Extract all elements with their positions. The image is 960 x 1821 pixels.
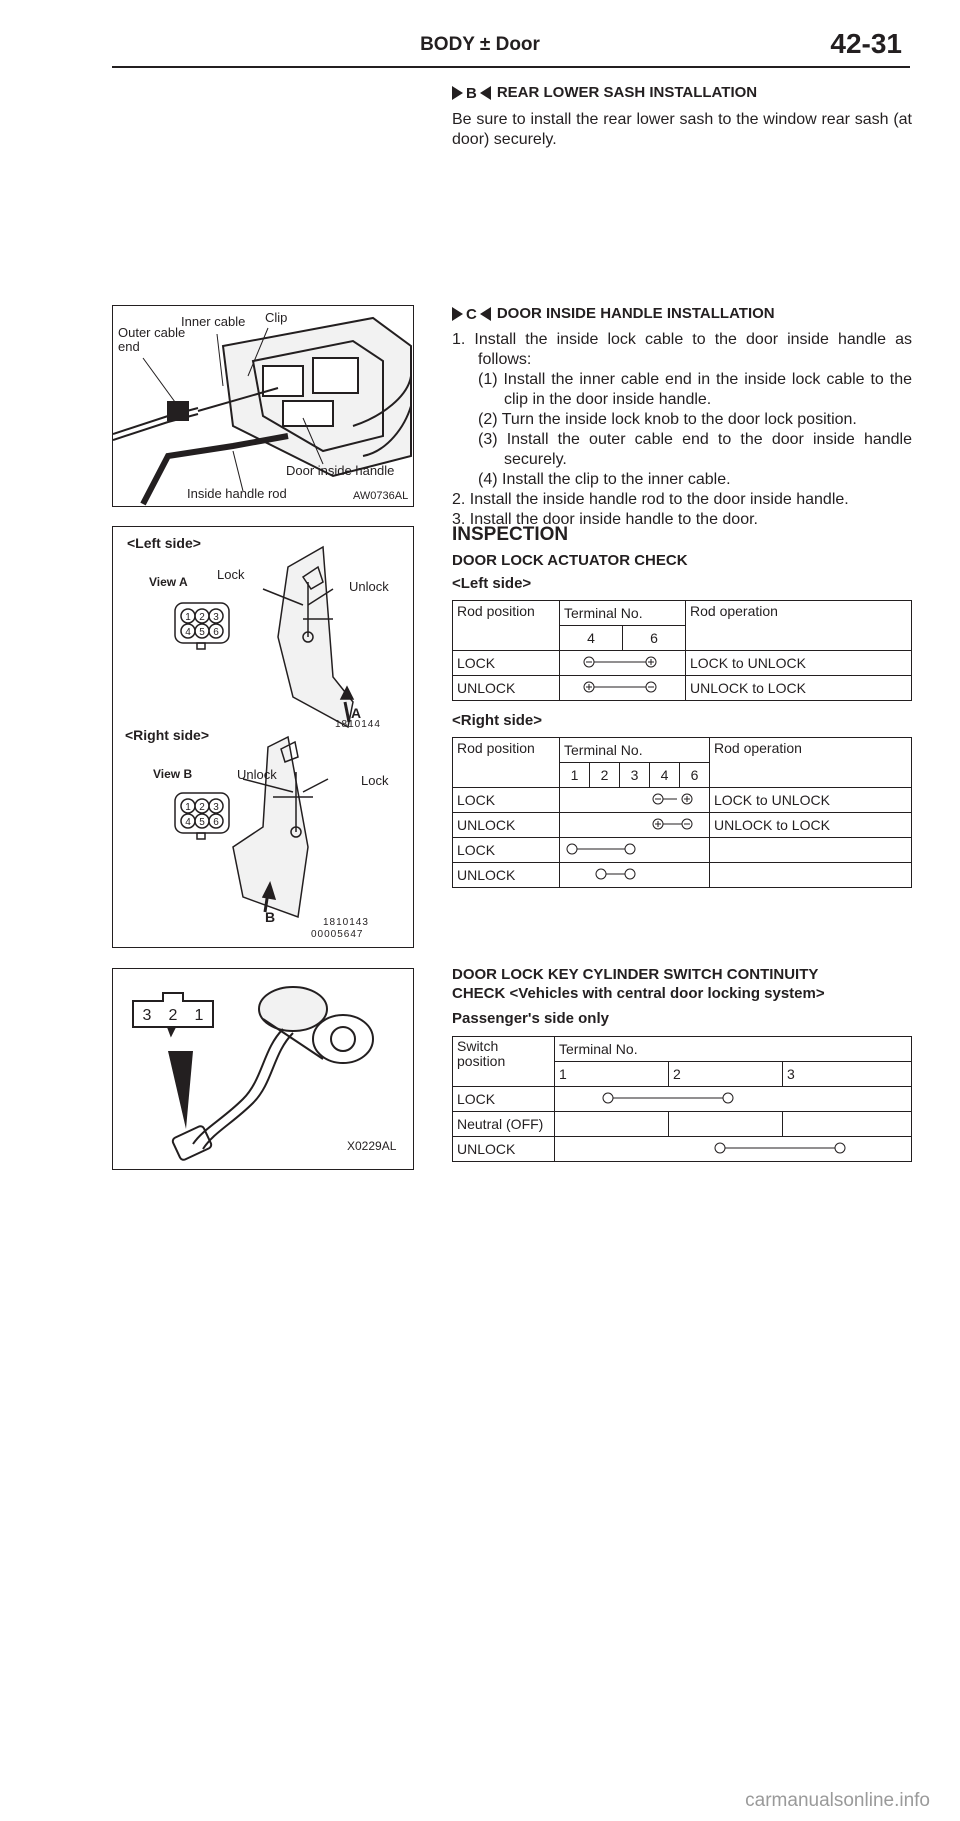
label-unlock-a: Unlock xyxy=(349,579,389,594)
label-view-a: View A xyxy=(149,575,188,589)
triangle-right-icon xyxy=(452,86,463,100)
page-header-title: BODY ± Door xyxy=(420,34,540,55)
pin-label: 1 xyxy=(185,802,191,813)
header-rule xyxy=(112,66,910,68)
section-c-heading xyxy=(452,305,775,323)
continuity-link-icon xyxy=(555,1138,911,1158)
label-door-inside-handle: Door inside handle xyxy=(286,463,395,478)
figure-code-b1: 1810143 xyxy=(323,917,369,928)
rod-operation-cell: UNLOCK to LOCK xyxy=(686,676,912,701)
rod-position-cell: UNLOCK xyxy=(453,813,560,838)
paragraph: Be sure to install the rear lower sash to the window rear sash (at door) securely. xyxy=(452,111,912,148)
key-cylinder-heading-line1: DOOR LOCK KEY CYLINDER SWITCH CONTINUITY xyxy=(452,966,819,983)
triangle-left-icon xyxy=(480,307,491,321)
actuator-check-heading: DOOR LOCK ACTUATOR CHECK xyxy=(452,552,688,569)
rod-operation-cell: LOCK to UNLOCK xyxy=(710,788,912,813)
continuity-cell xyxy=(560,788,710,813)
continuity-link-icon xyxy=(555,1088,911,1108)
terminal-header: 6 xyxy=(623,626,686,651)
terminal-header: 6 xyxy=(680,763,710,788)
figure-actuator xyxy=(112,526,414,948)
switch-position-cell: LOCK xyxy=(453,1087,555,1112)
figure-code-b2: 00005647 xyxy=(311,929,364,940)
header-rod-position: Rod position xyxy=(453,738,560,788)
pin-label: 6 xyxy=(213,627,219,638)
pin-label: 5 xyxy=(199,627,205,638)
figure-code: X0229AL xyxy=(347,1139,397,1153)
pin-label: 1 xyxy=(194,1007,204,1024)
inspection-heading: INSPECTION xyxy=(452,524,569,545)
pin-label: 4 xyxy=(185,627,191,638)
continuity-cell xyxy=(560,838,710,863)
key-cylinder-table xyxy=(452,1036,912,1162)
rod-position-cell: UNLOCK xyxy=(453,863,560,888)
actuator-right-table xyxy=(452,737,912,888)
header-rod-position: Rod position xyxy=(453,601,560,651)
empty-cell xyxy=(669,1112,783,1137)
watermark: carmanualsonline.info xyxy=(745,1790,930,1811)
arrow-label-a: A xyxy=(351,705,362,721)
figure-inside-handle xyxy=(112,305,414,507)
rod-operation-cell xyxy=(710,863,912,888)
terminal-header: 4 xyxy=(560,626,623,651)
continuity-cell xyxy=(555,1137,912,1162)
rod-position-cell: LOCK xyxy=(453,788,560,813)
pin-label: 4 xyxy=(185,817,191,828)
actuator-left-table xyxy=(452,600,912,701)
continuity-cell xyxy=(560,676,686,701)
switch-position-cell: Neutral (OFF) xyxy=(453,1112,555,1137)
arrow-label-b: B xyxy=(265,909,276,925)
continuity-cell xyxy=(555,1087,912,1112)
section-b-heading xyxy=(452,84,757,102)
pin-label: 6 xyxy=(213,817,219,828)
header-terminal-no: Terminal No. xyxy=(555,1037,912,1062)
figure-key-cylinder xyxy=(112,968,414,1170)
continuity-minus-plus-icon xyxy=(560,789,706,809)
pin-label: 3 xyxy=(142,1007,152,1024)
figure-code-a: 1810144 xyxy=(335,719,381,730)
label-inner-cable: Inner cable xyxy=(181,314,246,329)
continuity-plus-minus-icon xyxy=(560,677,676,697)
switch-position-cell: UNLOCK xyxy=(453,1137,555,1162)
header-terminal-no: Terminal No. xyxy=(560,738,710,763)
rod-operation-cell: UNLOCK to LOCK xyxy=(710,813,912,838)
figure-code: AW0736AL xyxy=(353,490,409,502)
section-title: REAR LOWER SASH INSTALLATION xyxy=(496,84,758,101)
continuity-cell xyxy=(560,651,686,676)
rod-position-cell: UNLOCK xyxy=(453,676,560,701)
pin-label: 2 xyxy=(168,1007,178,1024)
label-left-side: <Left side> xyxy=(127,535,201,551)
terminal-header: 1 xyxy=(560,763,590,788)
empty-cell xyxy=(783,1112,912,1137)
header-terminal-no: Terminal No. xyxy=(560,601,686,626)
pin-label: 2 xyxy=(199,802,205,813)
step-item: (3) Install the outer cable end to the door inside handle securely. xyxy=(478,431,912,468)
service-point-marker xyxy=(452,85,491,102)
label-lock-a: Lock xyxy=(217,567,245,582)
service-point-letter: C xyxy=(466,305,477,323)
rod-position-cell: LOCK xyxy=(453,838,560,863)
terminal-header: 4 xyxy=(650,763,680,788)
continuity-minus-plus-icon xyxy=(560,652,676,672)
rod-operation-cell: LOCK to UNLOCK xyxy=(686,651,912,676)
key-cylinder-heading-line2: CHECK <Vehicles with central door locking system> xyxy=(452,985,825,1002)
step-item: 1. Install the inside lock cable to the door inside handle as follows: xyxy=(452,331,912,368)
right-side-heading: <Right side> xyxy=(452,712,543,729)
triangle-left-icon xyxy=(480,86,491,100)
label-lock-b: Lock xyxy=(361,773,389,788)
section-b-body xyxy=(452,110,912,150)
step-item: 3. Install the door inside handle to the door. xyxy=(452,511,758,528)
terminal-header: 1 xyxy=(555,1062,669,1087)
label-outer-cable-end: Outer cable end xyxy=(118,325,186,354)
service-point-letter: B xyxy=(466,84,477,102)
step-item: 2. Install the inside handle rod to the door inside handle. xyxy=(452,491,849,508)
header-switch-position: Switch position xyxy=(453,1037,555,1087)
step-item: (2) Turn the inside lock knob to the door lock position. xyxy=(478,411,857,428)
terminal-header: 3 xyxy=(783,1062,912,1087)
passenger-side-heading: Passenger's side only xyxy=(452,1010,609,1027)
continuity-cell xyxy=(560,863,710,888)
section-title: DOOR INSIDE HANDLE INSTALLATION xyxy=(496,305,775,322)
label-view-b: View B xyxy=(153,767,193,781)
label-clip: Clip xyxy=(265,310,288,325)
header-rod-operation: Rod operation xyxy=(710,738,912,788)
rod-position-cell: LOCK xyxy=(453,651,560,676)
left-side-heading: <Left side> xyxy=(452,575,532,592)
empty-cell xyxy=(555,1112,669,1137)
step-item: (1) Install the inner cable end in the inside lock cable to the clip in the door inside handle. xyxy=(478,371,912,408)
label-right-side: <Right side> xyxy=(125,727,210,743)
terminal-header: 2 xyxy=(590,763,620,788)
pin-label: 3 xyxy=(213,802,219,813)
page-number: 42-31 xyxy=(830,28,902,59)
pin-label: 3 xyxy=(213,612,219,623)
pin-label: 1 xyxy=(185,612,191,623)
continuity-link-icon xyxy=(560,864,706,884)
label-inside-handle-rod: Inside handle rod xyxy=(187,486,287,501)
step-item: (4) Install the clip to the inner cable. xyxy=(478,471,731,488)
continuity-plus-minus-icon xyxy=(560,814,706,834)
label-unlock-b: Unlock xyxy=(237,767,277,782)
pin-label: 5 xyxy=(199,817,205,828)
section-c-steps xyxy=(452,330,912,530)
terminal-header: 2 xyxy=(669,1062,783,1087)
rod-operation-cell xyxy=(710,838,912,863)
continuity-link-icon xyxy=(560,839,706,859)
service-point-marker xyxy=(452,306,491,323)
pin-label: 2 xyxy=(199,612,205,623)
triangle-right-icon xyxy=(452,307,463,321)
terminal-header: 3 xyxy=(620,763,650,788)
continuity-cell xyxy=(560,813,710,838)
header-rod-operation: Rod operation xyxy=(686,601,912,651)
